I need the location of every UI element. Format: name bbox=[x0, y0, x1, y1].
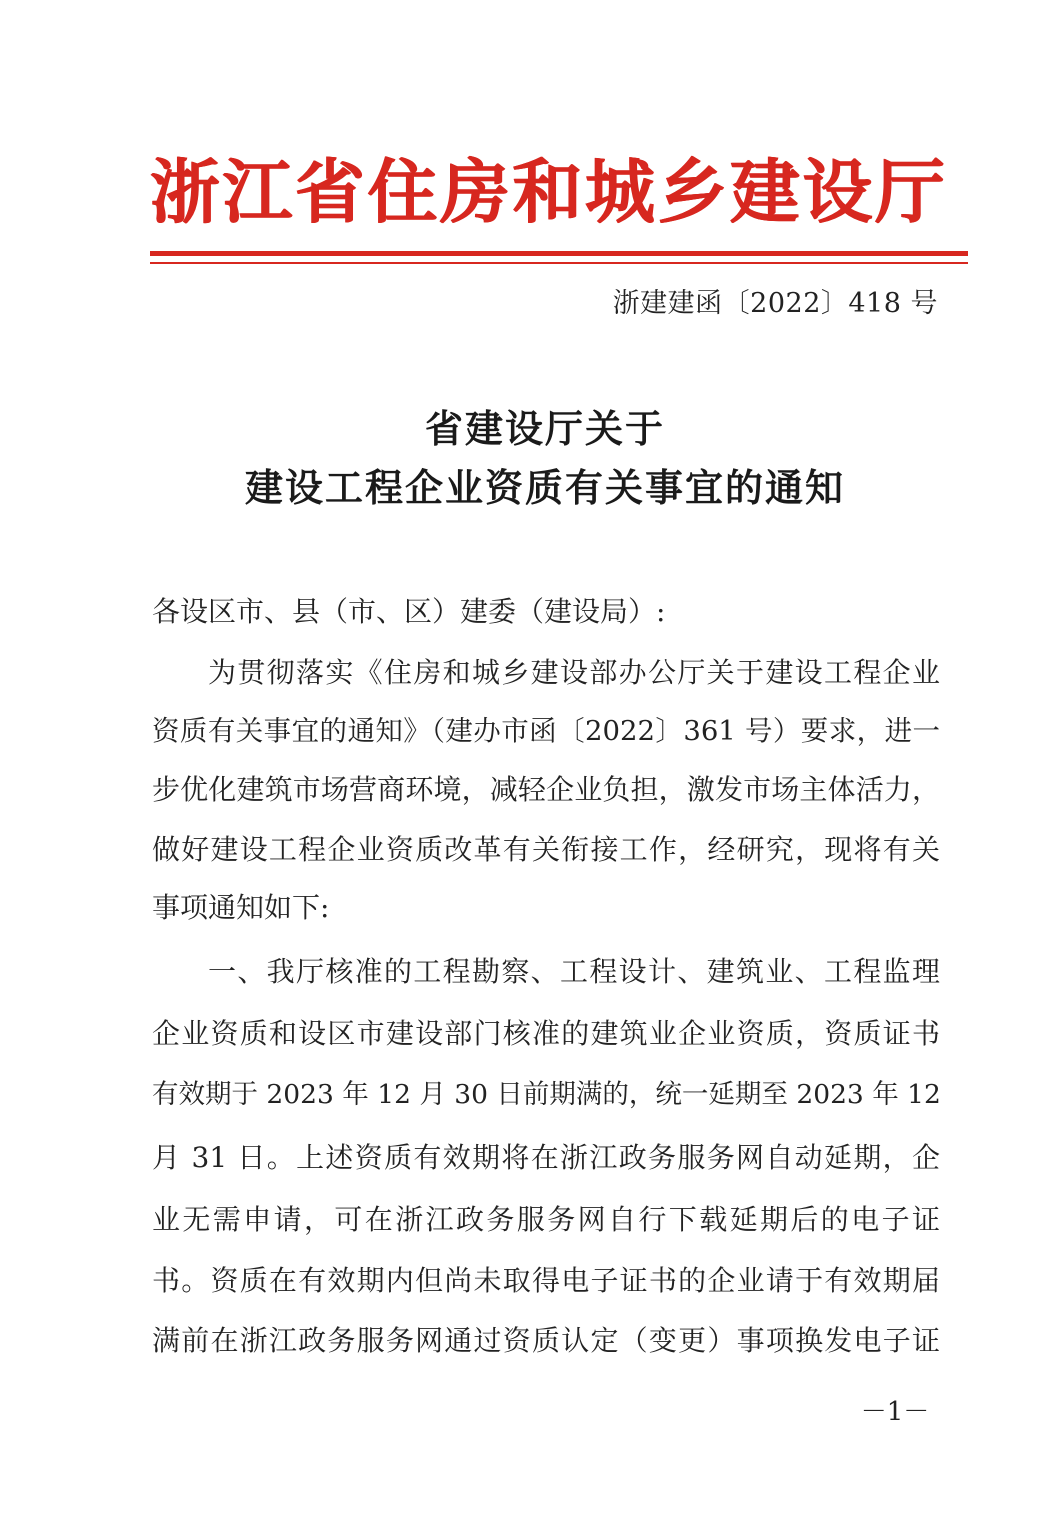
body-line: 为贯彻落实《住房和城乡建设部办公厅关于建设工程企业 bbox=[208, 656, 940, 689]
document-title-line-2: 建设工程企业资质有关事宜的通知 bbox=[244, 466, 845, 510]
body-line: 月 31 日。上述资质有效期将在浙江政务服务网自动延期，企 bbox=[152, 1141, 940, 1174]
body-line: 一、我厅核准的工程勘察、工程设计、建筑业、工程监理 bbox=[208, 955, 940, 988]
body-line: 做好建设工程企业资质改革有关衔接工作，经研究，现将有关 bbox=[152, 833, 940, 866]
body-line: 步优化建筑市场营商环境，减轻企业负担，激发市场主体活力， bbox=[152, 773, 940, 806]
body-line: 企业资质和设区市建设部门核准的建筑业企业资质，资质证书 bbox=[152, 1017, 940, 1050]
red-separator-thin bbox=[150, 262, 968, 264]
body-line: 满前在浙江政务服务网通过资质认定（变更）事项换发电子证 bbox=[152, 1324, 940, 1357]
body-line: 业无需申请，可在浙江政务服务网自行下载延期后的电子证 bbox=[152, 1203, 940, 1236]
salutation: 各设区市、县（市、区）建委（建设局）: bbox=[152, 595, 666, 628]
document-number: 浙建建函〔2022〕418 号 bbox=[612, 288, 938, 319]
red-separator-thick bbox=[150, 251, 968, 256]
issuer-masthead: 浙江省住房和城乡建设厅 bbox=[150, 152, 948, 233]
body-line: 有效期于 2023 年 12 月 30 日前期满的，统一延期至 2023 年 12 bbox=[152, 1079, 941, 1110]
document-title-line-1: 省建设厅关于 bbox=[424, 407, 665, 451]
body-line: 资质有关事宜的通知》（建办市函〔2022〕361 号）要求，进一 bbox=[152, 715, 940, 747]
body-line: 事项通知如下: bbox=[152, 891, 330, 924]
page-number: －1－ bbox=[860, 1397, 930, 1427]
body-line: 书。资质在有效期内但尚未取得电子证书的企业请于有效期届 bbox=[152, 1264, 940, 1297]
